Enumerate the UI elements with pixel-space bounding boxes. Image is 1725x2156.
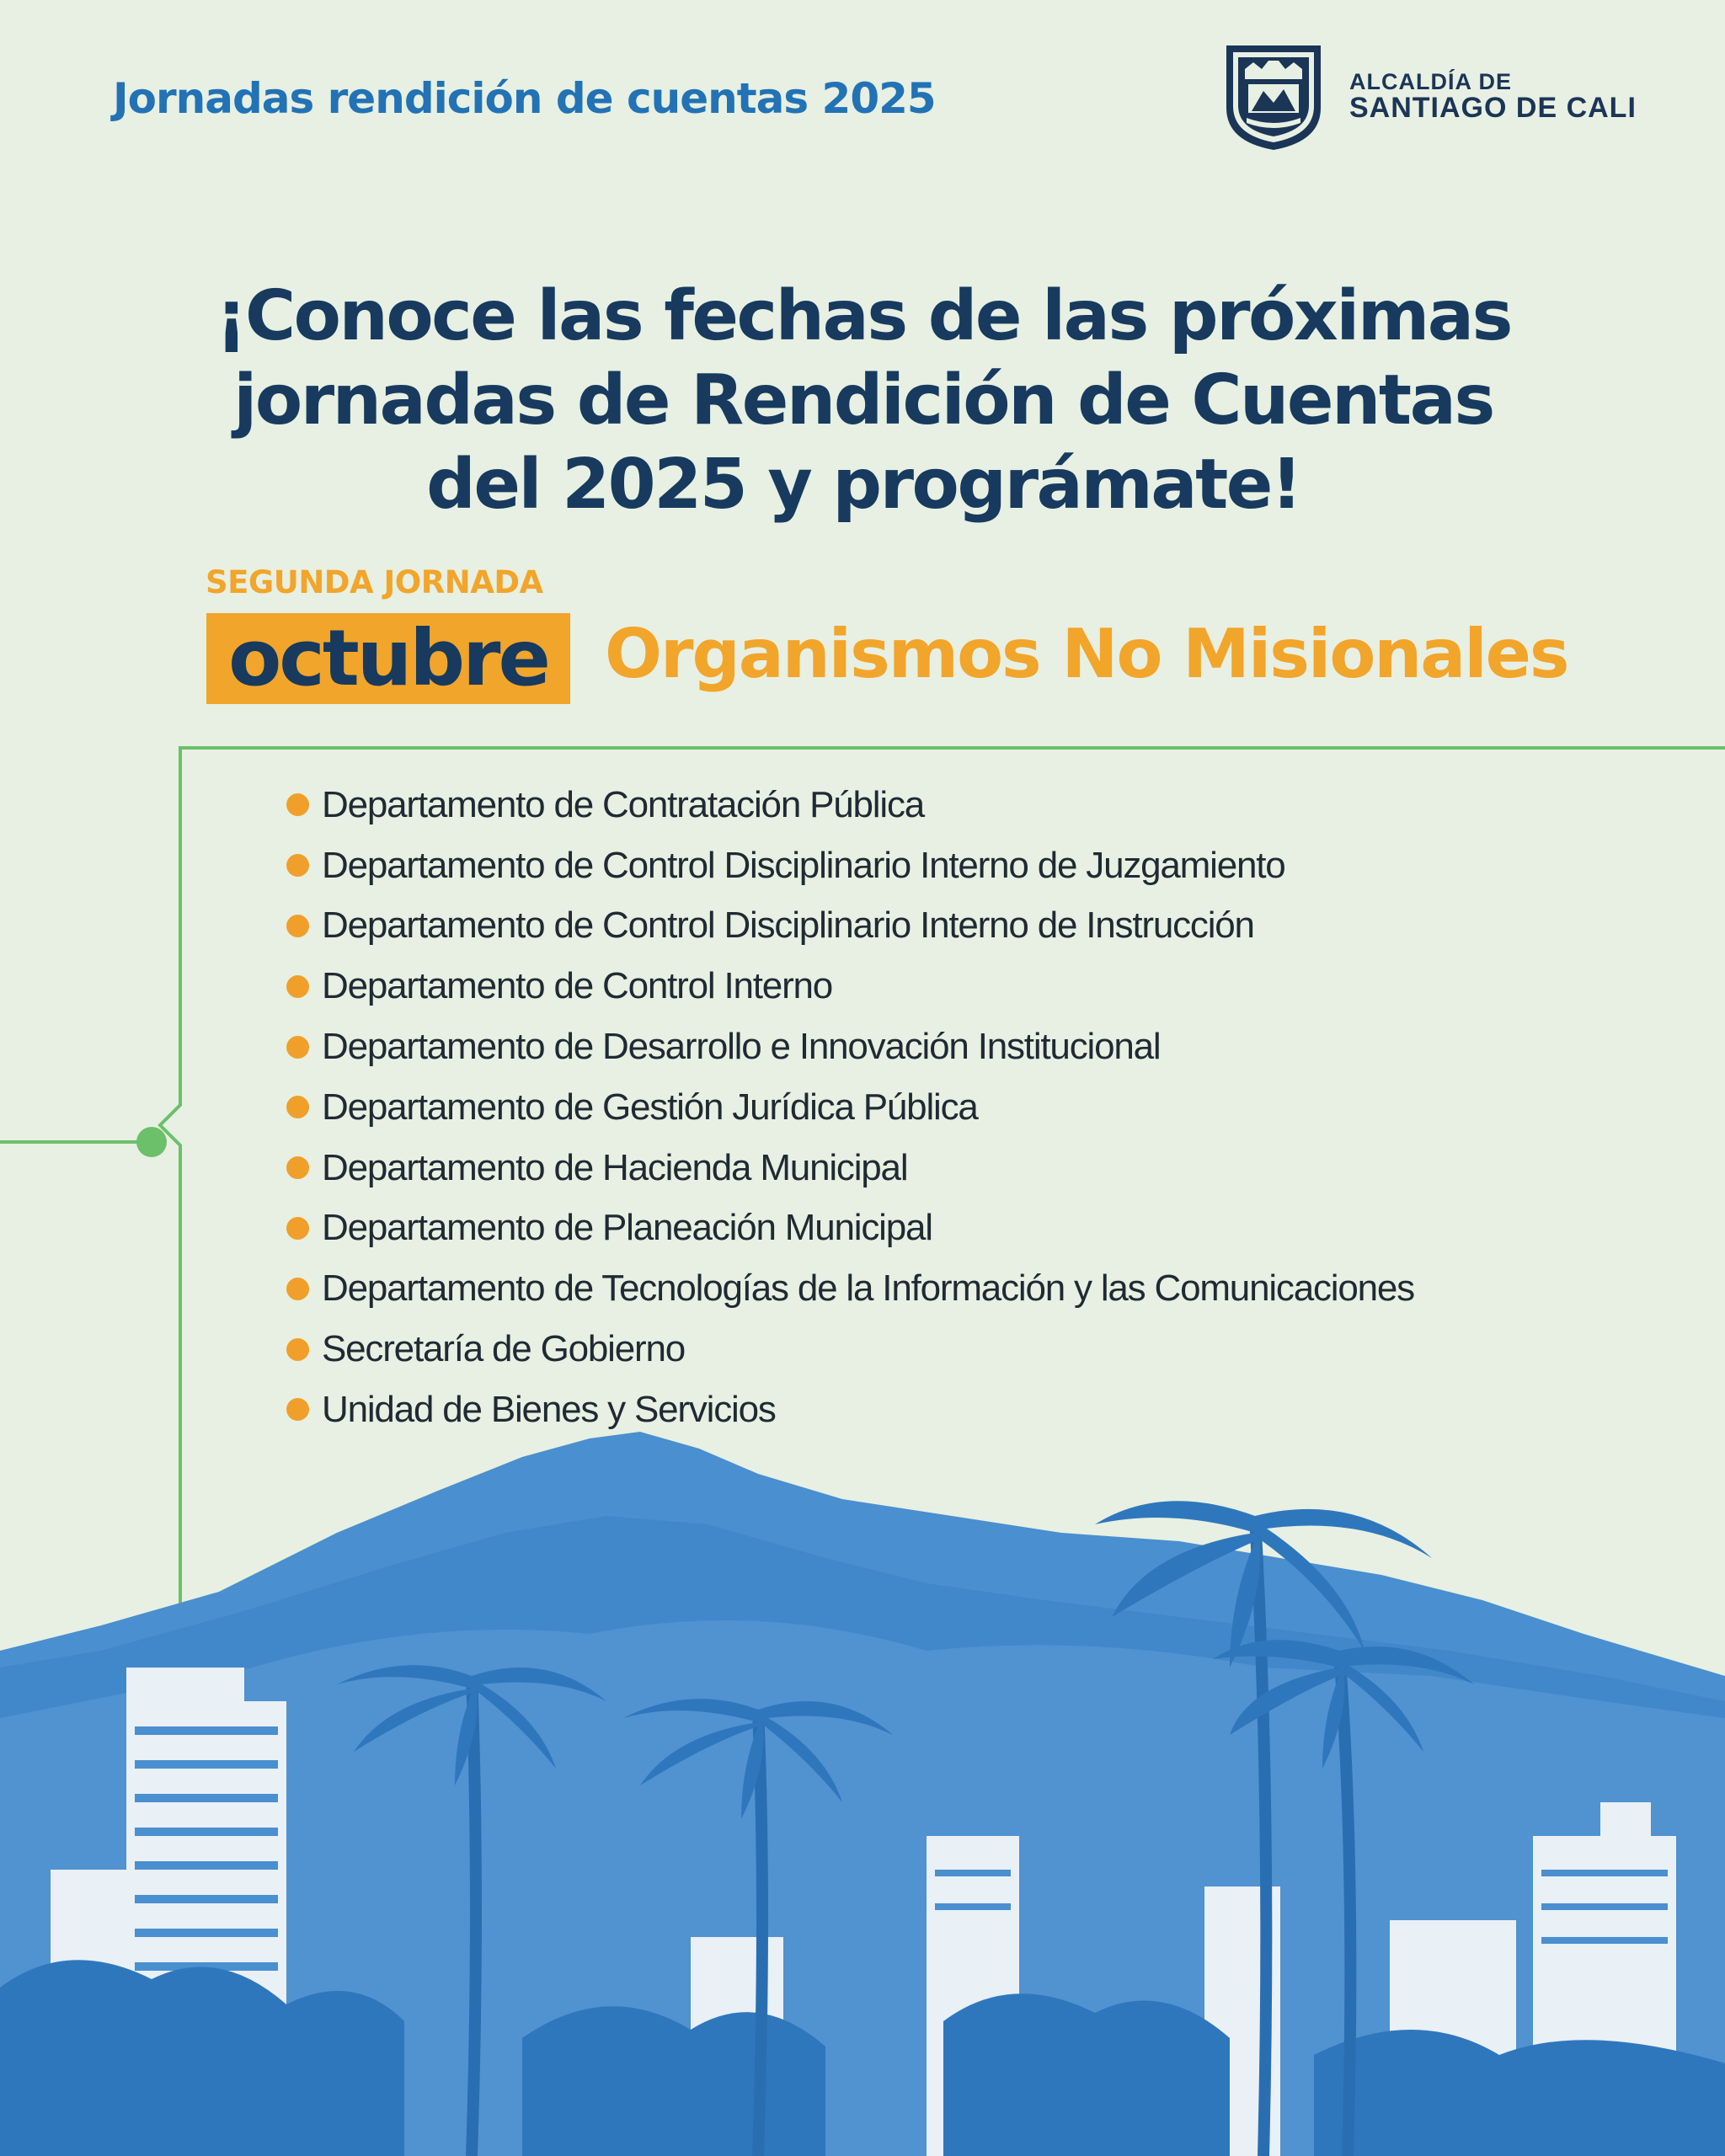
- department-item: [286, 1017, 1414, 1077]
- city-skyline-illustration: [0, 1398, 1725, 2156]
- department-name: Departamento de Control Disciplinario Interno de Instrucción: [322, 905, 1254, 947]
- bullet-dot-icon: [286, 1156, 309, 1179]
- month-label: octubre: [228, 613, 548, 703]
- bullet-dot-icon: [286, 1338, 309, 1361]
- jornada-label: SEGUNDA JORNADA: [206, 564, 543, 600]
- headline-line-3: del 2025 y prográmate!: [426, 445, 1300, 525]
- bullet-dot-icon: [286, 975, 309, 998]
- department-name: Departamento de Tecnologías de la Información y las Comunicaciones: [322, 1267, 1414, 1310]
- department-item: [286, 896, 1414, 957]
- bullet-dot-icon: [286, 793, 309, 816]
- department-name: Secretaría de Gobierno: [322, 1328, 685, 1370]
- bullet-dot-icon: [286, 1096, 309, 1118]
- bullet-dot-icon: [286, 854, 309, 877]
- department-name: Departamento de Control Interno: [322, 965, 833, 1007]
- department-item: [286, 1258, 1414, 1319]
- department-item: [286, 1138, 1414, 1198]
- timeline-node: [136, 1127, 167, 1157]
- department-item: [286, 1198, 1414, 1259]
- department-item: [286, 835, 1414, 896]
- department-name: Departamento de Control Disciplinario Interno de Juzgamiento: [322, 844, 1285, 886]
- department-name: Departamento de Contratación Pública: [322, 783, 925, 825]
- bullet-dot-icon: [286, 1217, 309, 1240]
- bullet-dot-icon: [286, 1036, 309, 1059]
- headline-line-2: jornadas de Rendición de Cuentas: [233, 360, 1493, 440]
- department-item: [286, 1077, 1414, 1138]
- logo-line-1: ALCALDÍA DE: [1349, 68, 1512, 94]
- department-name: Departamento de Desarrollo e Innovación Institucional: [322, 1026, 1161, 1068]
- department-list: [286, 775, 1414, 1440]
- department-name: Departamento de Gestión Jurídica Pública: [322, 1086, 978, 1128]
- header-title: Jornadas rendición de cuentas 2025: [113, 74, 936, 123]
- department-item: [286, 1319, 1414, 1380]
- bullet-dot-icon: [286, 1278, 309, 1300]
- headline-line-1: ¡Conoce las fechas de las próximas: [216, 276, 1511, 356]
- department-name: Unidad de Bienes y Servicios: [322, 1388, 776, 1430]
- department-item: [286, 775, 1414, 835]
- logo-line-2: SANTIAGO DE CALI: [1349, 92, 1637, 125]
- department-name: Departamento de Planeación Municipal: [322, 1207, 932, 1249]
- entity-type-title: Organismos No Misionales: [605, 615, 1568, 693]
- bullet-dot-icon: [286, 915, 309, 937]
- department-item: [286, 956, 1414, 1017]
- department-name: Departamento de Hacienda Municipal: [322, 1146, 908, 1188]
